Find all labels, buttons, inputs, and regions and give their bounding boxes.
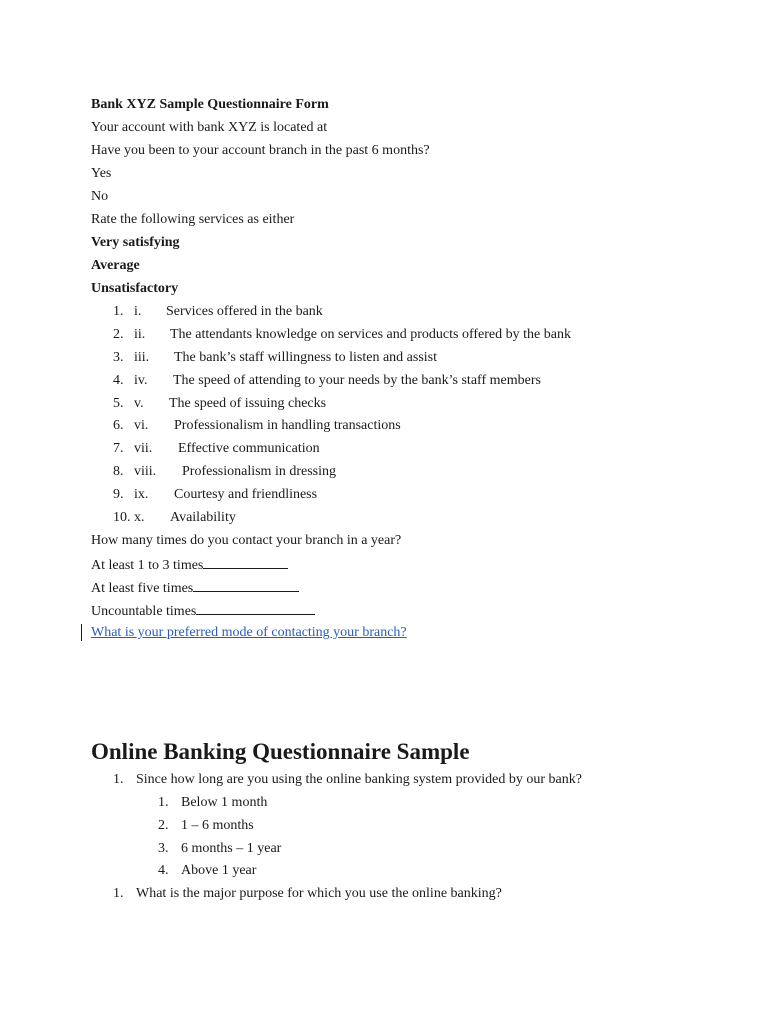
item-roman: viii. [134, 464, 157, 479]
item-number: 1. [113, 886, 124, 901]
rate-option-very-satisfying: Very satisfying [91, 235, 180, 250]
list-item [113, 509, 236, 527]
item-number: 7. [113, 441, 124, 456]
item-roman: iii. [134, 350, 150, 365]
item-number: 2. [113, 327, 124, 342]
item-text: Professionalism in dressing [182, 464, 336, 479]
contact-option-five [91, 578, 299, 598]
item-roman: i. [134, 304, 142, 319]
contact-option-label: At least five times [91, 581, 194, 596]
item-number: 5. [113, 396, 124, 411]
list-item [113, 417, 401, 435]
item-text: Availability [170, 510, 236, 525]
item-text: The attendants knowledge on services and products offered by the bank [170, 327, 571, 342]
question-online-purpose: What is the major purpose for which you use the online banking? [136, 886, 502, 901]
option-text: 1 – 6 months [181, 818, 254, 833]
list-item [158, 862, 257, 880]
item-number: 4. [158, 863, 169, 878]
item-text: The speed of attending to your needs by the bank’s staff members [173, 373, 541, 388]
question-visited-branch: Have you been to your account branch in the past 6 months? [91, 143, 430, 158]
item-number: 10. [113, 510, 131, 525]
list-item [158, 840, 282, 858]
item-number: 3. [158, 841, 169, 856]
item-roman: vii. [134, 441, 153, 456]
item-number: 6. [113, 418, 124, 433]
contact-option-uncountable [91, 601, 315, 621]
contact-option-1-3 [91, 555, 288, 575]
rate-option-unsatisfactory: Unsatisfactory [91, 281, 179, 296]
item-number: 1. [158, 795, 169, 810]
item-text: The speed of issuing checks [169, 396, 327, 411]
list-item [158, 794, 268, 812]
item-roman: x. [134, 510, 145, 525]
option-no: No [91, 189, 109, 204]
item-text: Services offered in the bank [166, 304, 323, 319]
option-yes: Yes [91, 166, 112, 181]
item-number: 8. [113, 464, 124, 479]
list-item [113, 486, 318, 504]
item-number: 9. [113, 487, 124, 502]
item-text: Courtesy and friendliness [174, 487, 318, 502]
answer-blank[interactable] [193, 578, 299, 592]
list-item [113, 440, 320, 458]
contact-option-label: At least 1 to 3 times [91, 558, 204, 573]
list-item [113, 395, 327, 413]
question-contact-frequency: How many times do you contact your branch in a year? [91, 533, 402, 548]
question-rate-services: Rate the following services as either [91, 212, 295, 227]
item-number: 2. [158, 818, 169, 833]
item-number: 1. [113, 304, 124, 319]
question-account-location: Your account with bank XYZ is located at [91, 120, 328, 135]
item-roman: v. [134, 396, 144, 411]
section-heading-online-banking: Online Banking Questionnaire Sample [91, 739, 470, 764]
item-roman: vi. [134, 418, 149, 433]
item-number: 1. [113, 772, 124, 787]
list-item [113, 771, 582, 789]
item-text: The bank’s staff willingness to listen and assist [174, 350, 437, 365]
form-title: Bank XYZ Sample Questionnaire Form [91, 97, 329, 112]
rate-option-average: Average [91, 258, 140, 273]
list-item [113, 303, 323, 321]
option-text: Above 1 year [181, 863, 257, 878]
answer-blank[interactable] [203, 555, 288, 569]
option-text: 6 months – 1 year [181, 841, 282, 856]
list-item [113, 885, 502, 903]
preferred-contact-mode-link[interactable]: What is your preferred mode of contacting your branch? [91, 625, 407, 640]
item-roman: iv. [134, 373, 148, 388]
list-item [113, 349, 437, 367]
item-text: Effective communication [178, 441, 320, 456]
list-item [113, 372, 541, 390]
item-roman: ix. [134, 487, 149, 502]
option-text: Below 1 month [181, 795, 268, 810]
item-number: 3. [113, 350, 124, 365]
list-item [113, 463, 336, 481]
answer-blank[interactable] [196, 601, 315, 615]
question-online-duration: Since how long are you using the online banking system provided by our bank? [136, 772, 582, 787]
text-cursor [81, 624, 82, 641]
item-text: Professionalism in handling transactions [174, 418, 401, 433]
list-item [113, 326, 571, 344]
item-roman: ii. [134, 327, 146, 342]
list-item [158, 817, 254, 835]
item-number: 4. [113, 373, 124, 388]
contact-option-label: Uncountable times [91, 604, 197, 619]
